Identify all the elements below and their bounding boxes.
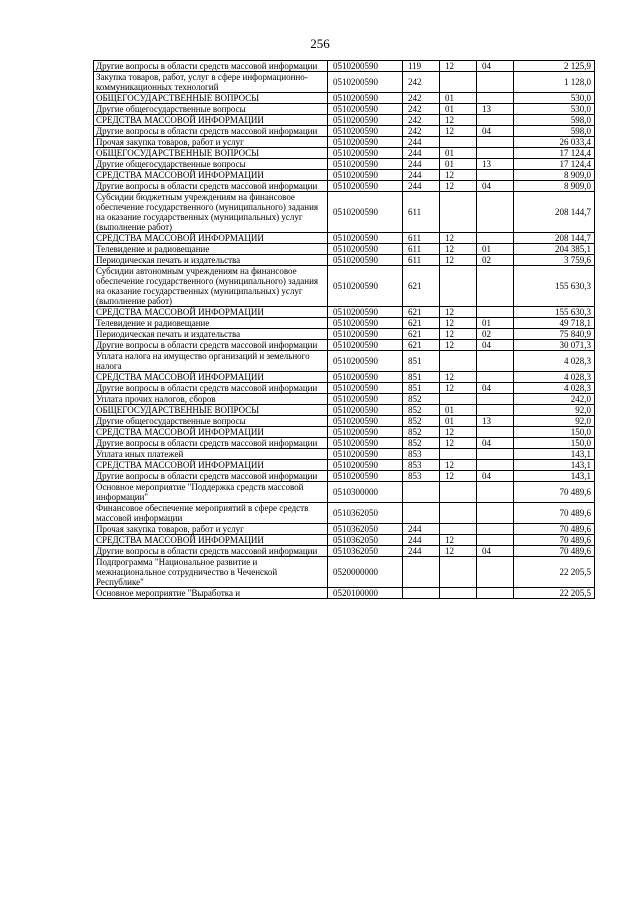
subsection-code: 04	[477, 546, 514, 557]
expense-type-code: 851	[403, 383, 440, 394]
table-row	[94, 104, 595, 115]
expense-type-code: 852	[403, 416, 440, 427]
amount: 70 489,6	[514, 524, 595, 535]
section-code	[440, 482, 477, 503]
row-name: Другие вопросы в области средств массовой информации	[94, 126, 328, 137]
section-code: 12	[440, 372, 477, 383]
row-name: Телевидение и радиовещание	[94, 318, 328, 329]
amount: 204 385,1	[514, 244, 595, 255]
section-code: 12	[440, 61, 477, 72]
section-code	[440, 449, 477, 460]
target-article-code: 0510362050	[328, 503, 403, 524]
row-name: Основное мероприятие "Выработка и	[94, 588, 328, 599]
expense-type-code: 244	[403, 170, 440, 181]
expense-type-code: 852	[403, 394, 440, 405]
subsection-code: 04	[477, 61, 514, 72]
target-article-code: 0510200590	[328, 137, 403, 148]
subsection-code	[477, 588, 514, 599]
amount: 150,0	[514, 438, 595, 449]
amount: 26 033,4	[514, 137, 595, 148]
table-row	[94, 318, 595, 329]
target-article-code: 0510200590	[328, 104, 403, 115]
subsection-code: 02	[477, 255, 514, 266]
expense-type-code	[403, 482, 440, 503]
section-code: 12	[440, 329, 477, 340]
target-article-code: 0510200590	[328, 244, 403, 255]
row-name: Основное мероприятие "Поддержка средств массовой информации"	[94, 482, 328, 503]
subsection-code	[477, 170, 514, 181]
row-name: Периодическая печать и издательства	[94, 255, 328, 266]
expense-type-code: 621	[403, 340, 440, 351]
target-article-code: 0510200590	[328, 416, 403, 427]
section-code	[440, 503, 477, 524]
subsection-code: 13	[477, 104, 514, 115]
target-article-code: 0510362050	[328, 524, 403, 535]
row-name: Уплата налога на имущество организаций и земельного налога	[94, 351, 328, 372]
target-article-code: 0510200590	[328, 181, 403, 192]
target-article-code: 0510200590	[328, 159, 403, 170]
subsection-code: 04	[477, 383, 514, 394]
expense-type-code: 611	[403, 192, 440, 233]
row-name: Финансовое обеспечение мероприятий в сфере средств массовой информации	[94, 503, 328, 524]
row-name: СРЕДСТВА МАССОВОЙ ИНФОРМАЦИИ	[94, 115, 328, 126]
subsection-code: 04	[477, 126, 514, 137]
subsection-code	[477, 427, 514, 438]
subsection-code	[477, 405, 514, 416]
target-article-code: 0510200590	[328, 383, 403, 394]
amount: 75 840,9	[514, 329, 595, 340]
table-row	[94, 340, 595, 351]
section-code	[440, 557, 477, 588]
table-row	[94, 181, 595, 192]
expense-type-code: 119	[403, 61, 440, 72]
section-code: 01	[440, 159, 477, 170]
amount: 143,1	[514, 471, 595, 482]
section-code: 12	[440, 115, 477, 126]
table-row	[94, 416, 595, 427]
amount: 143,1	[514, 460, 595, 471]
subsection-code	[477, 137, 514, 148]
amount: 208 144,7	[514, 192, 595, 233]
expense-type-code: 244	[403, 524, 440, 535]
table-row	[94, 383, 595, 394]
section-code: 12	[440, 340, 477, 351]
expense-type-code: 611	[403, 233, 440, 244]
section-code: 01	[440, 104, 477, 115]
amount: 22 205,5	[514, 557, 595, 588]
row-name: СРЕДСТВА МАССОВОЙ ИНФОРМАЦИИ	[94, 535, 328, 546]
amount: 530,0	[514, 104, 595, 115]
section-code: 01	[440, 148, 477, 159]
row-name: СРЕДСТВА МАССОВОЙ ИНФОРМАЦИИ	[94, 233, 328, 244]
amount: 150,0	[514, 427, 595, 438]
subsection-code	[477, 503, 514, 524]
row-name: Другие вопросы в области средств массовой информации	[94, 546, 328, 557]
expense-type-code: 244	[403, 159, 440, 170]
expense-type-code: 244	[403, 181, 440, 192]
table-row	[94, 482, 595, 503]
target-article-code: 0510300000	[328, 482, 403, 503]
amount: 17 124,4	[514, 148, 595, 159]
row-name: ОБЩЕГОСУДАРСТВЕННЫЕ ВОПРОСЫ	[94, 148, 328, 159]
expense-type-code: 621	[403, 307, 440, 318]
subsection-code: 04	[477, 438, 514, 449]
subsection-code	[477, 482, 514, 503]
amount: 598,0	[514, 126, 595, 137]
amount: 70 489,6	[514, 535, 595, 546]
section-code: 12	[440, 181, 477, 192]
table-row	[94, 255, 595, 266]
subsection-code: 04	[477, 340, 514, 351]
subsection-code	[477, 535, 514, 546]
budget-table	[93, 60, 595, 599]
target-article-code: 0510200590	[328, 307, 403, 318]
row-name: СРЕДСТВА МАССОВОЙ ИНФОРМАЦИИ	[94, 372, 328, 383]
expense-type-code: 244	[403, 148, 440, 159]
expense-type-code	[403, 557, 440, 588]
target-article-code: 0510200590	[328, 318, 403, 329]
subsection-code	[477, 72, 514, 93]
target-article-code: 0510200590	[328, 340, 403, 351]
row-name: Другие вопросы в области средств массовой информации	[94, 181, 328, 192]
target-article-code: 0510362050	[328, 546, 403, 557]
subsection-code	[477, 351, 514, 372]
target-article-code: 0510200590	[328, 427, 403, 438]
amount: 70 489,6	[514, 482, 595, 503]
target-article-code: 0510200590	[328, 266, 403, 307]
row-name: Прочая закупка товаров, работ и услуг	[94, 137, 328, 148]
expense-type-code: 242	[403, 104, 440, 115]
section-code	[440, 394, 477, 405]
row-name: Периодическая печать и издательства	[94, 329, 328, 340]
subsection-code	[477, 372, 514, 383]
amount: 155 630,3	[514, 307, 595, 318]
amount: 4 028,3	[514, 351, 595, 372]
expense-type-code: 852	[403, 438, 440, 449]
table-row	[94, 557, 595, 588]
subsection-code: 04	[477, 471, 514, 482]
section-code: 12	[440, 471, 477, 482]
expense-type-code: 852	[403, 427, 440, 438]
subsection-code: 02	[477, 329, 514, 340]
expense-type-code: 242	[403, 126, 440, 137]
row-name: ОБЩЕГОСУДАРСТВЕННЫЕ ВОПРОСЫ	[94, 405, 328, 416]
section-code: 12	[440, 535, 477, 546]
table-row	[94, 588, 595, 599]
target-article-code: 0510200590	[328, 372, 403, 383]
table-row	[94, 61, 595, 72]
expense-type-code: 242	[403, 93, 440, 104]
amount: 208 144,7	[514, 233, 595, 244]
expense-type-code: 621	[403, 329, 440, 340]
table-row	[94, 244, 595, 255]
table-row	[94, 192, 595, 233]
expense-type-code: 621	[403, 266, 440, 307]
table-row	[94, 438, 595, 449]
expense-type-code: 853	[403, 449, 440, 460]
target-article-code: 0510362050	[328, 535, 403, 546]
expense-type-code	[403, 503, 440, 524]
subsection-code	[477, 460, 514, 471]
section-code: 12	[440, 460, 477, 471]
table-row	[94, 460, 595, 471]
section-code: 12	[440, 383, 477, 394]
target-article-code: 0510200590	[328, 126, 403, 137]
table-row	[94, 524, 595, 535]
target-article-code: 0510200590	[328, 405, 403, 416]
row-name: СРЕДСТВА МАССОВОЙ ИНФОРМАЦИИ	[94, 460, 328, 471]
table-row	[94, 307, 595, 318]
amount: 70 489,6	[514, 503, 595, 524]
table-row	[94, 503, 595, 524]
section-code: 12	[440, 255, 477, 266]
row-name: СРЕДСТВА МАССОВОЙ ИНФОРМАЦИИ	[94, 170, 328, 181]
section-code: 12	[440, 244, 477, 255]
target-article-code: 0510200590	[328, 449, 403, 460]
expense-type-code: 611	[403, 255, 440, 266]
section-code	[440, 524, 477, 535]
subsection-code	[477, 266, 514, 307]
target-article-code: 0510200590	[328, 233, 403, 244]
expense-type-code: 852	[403, 405, 440, 416]
expense-type-code: 853	[403, 460, 440, 471]
section-code: 12	[440, 170, 477, 181]
amount: 530,0	[514, 93, 595, 104]
target-article-code: 0510200590	[328, 72, 403, 93]
subsection-code	[477, 524, 514, 535]
row-name: Субсидии автономным учреждениям на финансовое обеспечение государственного (муниципального) задания на оказание государственных (муниципальных) услуг (выполнение работ)	[94, 266, 328, 307]
subsection-code	[477, 394, 514, 405]
row-name: Другие вопросы в области средств массовой информации	[94, 438, 328, 449]
target-article-code: 0510200590	[328, 93, 403, 104]
page-number: 256	[310, 36, 330, 51]
subsection-code	[477, 233, 514, 244]
expense-type-code: 851	[403, 351, 440, 372]
row-name: ОБЩЕГОСУДАРСТВЕННЫЕ ВОПРОСЫ	[94, 93, 328, 104]
expense-type-code: 244	[403, 546, 440, 557]
amount: 598,0	[514, 115, 595, 126]
amount: 92,0	[514, 416, 595, 427]
expense-type-code: 242	[403, 115, 440, 126]
section-code: 12	[440, 318, 477, 329]
target-article-code: 0510200590	[328, 170, 403, 181]
target-article-code: 0510200590	[328, 351, 403, 372]
expense-type-code: 611	[403, 244, 440, 255]
table-row	[94, 233, 595, 244]
expense-type-code: 621	[403, 318, 440, 329]
row-name: Другие вопросы в области средств массовой информации	[94, 340, 328, 351]
amount: 4 028,3	[514, 372, 595, 383]
subsection-code	[477, 557, 514, 588]
section-code: 01	[440, 416, 477, 427]
amount: 242,0	[514, 394, 595, 405]
subsection-code	[477, 115, 514, 126]
row-name: СРЕДСТВА МАССОВОЙ ИНФОРМАЦИИ	[94, 307, 328, 318]
target-article-code: 0510200590	[328, 61, 403, 72]
table-row	[94, 266, 595, 307]
section-code	[440, 266, 477, 307]
section-code	[440, 351, 477, 372]
section-code: 12	[440, 546, 477, 557]
amount: 3 759,6	[514, 255, 595, 266]
row-name: Другие вопросы в области средств массовой информации	[94, 61, 328, 72]
row-name: Другие общегосударственные вопросы	[94, 159, 328, 170]
amount: 30 071,3	[514, 340, 595, 351]
target-article-code: 0510200590	[328, 394, 403, 405]
table-row	[94, 427, 595, 438]
row-name: Подпрограмма "Национальное развитие и межнациональное сотрудничество в Чеченской Республике"	[94, 557, 328, 588]
subsection-code: 13	[477, 416, 514, 427]
subsection-code	[477, 93, 514, 104]
subsection-code	[477, 449, 514, 460]
table-row	[94, 126, 595, 137]
amount: 4 028,3	[514, 383, 595, 394]
section-code	[440, 137, 477, 148]
subsection-code	[477, 148, 514, 159]
amount: 92,0	[514, 405, 595, 416]
expense-type-code: 244	[403, 137, 440, 148]
row-name: Уплата иных платежей	[94, 449, 328, 460]
table-row	[94, 546, 595, 557]
table-row	[94, 93, 595, 104]
table-row	[94, 405, 595, 416]
section-code: 01	[440, 93, 477, 104]
table-row	[94, 72, 595, 93]
amount: 49 718,1	[514, 318, 595, 329]
target-article-code: 0510200590	[328, 438, 403, 449]
expense-type-code: 244	[403, 535, 440, 546]
target-article-code: 0520000000	[328, 557, 403, 588]
section-code: 12	[440, 126, 477, 137]
subsection-code: 01	[477, 318, 514, 329]
subsection-code	[477, 192, 514, 233]
table-row	[94, 137, 595, 148]
section-code	[440, 72, 477, 93]
row-name: Другие общегосударственные вопросы	[94, 104, 328, 115]
section-code	[440, 588, 477, 599]
row-name: Другие общегосударственные вопросы	[94, 416, 328, 427]
amount: 155 630,3	[514, 266, 595, 307]
target-article-code: 0510200590	[328, 148, 403, 159]
expense-type-code: 242	[403, 72, 440, 93]
table-row	[94, 329, 595, 340]
table-row	[94, 115, 595, 126]
target-article-code: 0510200590	[328, 115, 403, 126]
target-article-code: 0510200590	[328, 460, 403, 471]
table-row	[94, 394, 595, 405]
table-row	[94, 535, 595, 546]
row-name: Телевидение и радиовещание	[94, 244, 328, 255]
amount: 143,1	[514, 449, 595, 460]
amount: 1 128,0	[514, 72, 595, 93]
row-name: Прочая закупка товаров, работ и услуг	[94, 524, 328, 535]
section-code: 12	[440, 307, 477, 318]
subsection-code	[477, 307, 514, 318]
target-article-code: 0510200590	[328, 255, 403, 266]
section-code: 12	[440, 427, 477, 438]
subsection-code: 04	[477, 181, 514, 192]
amount: 2 125,9	[514, 61, 595, 72]
row-name: СРЕДСТВА МАССОВОЙ ИНФОРМАЦИИ	[94, 427, 328, 438]
amount: 8 909,0	[514, 170, 595, 181]
section-code: 01	[440, 405, 477, 416]
section-code	[440, 192, 477, 233]
section-code: 12	[440, 233, 477, 244]
expense-type-code: 853	[403, 471, 440, 482]
amount: 17 124,4	[514, 159, 595, 170]
amount: 22 205,5	[514, 588, 595, 599]
row-name: Закупка товаров, работ, услуг в сфере информационно-коммуникационных технологий	[94, 72, 328, 93]
table-row	[94, 351, 595, 372]
expense-type-code	[403, 588, 440, 599]
target-article-code: 0510200590	[328, 471, 403, 482]
row-name: Субсидии бюджетным учреждениям на финансовое обеспечение государственного (муниципального) задания на оказание государственных (муниципальных) услуг (выполнение работ)	[94, 192, 328, 233]
table-row	[94, 159, 595, 170]
amount: 70 489,6	[514, 546, 595, 557]
target-article-code: 0510200590	[328, 192, 403, 233]
section-code: 12	[440, 438, 477, 449]
table-row	[94, 449, 595, 460]
table-row	[94, 148, 595, 159]
subsection-code: 01	[477, 244, 514, 255]
subsection-code: 13	[477, 159, 514, 170]
row-name: Другие вопросы в области средств массовой информации	[94, 383, 328, 394]
row-name: Другие вопросы в области средств массовой информации	[94, 471, 328, 482]
target-article-code: 0520100000	[328, 588, 403, 599]
target-article-code: 0510200590	[328, 329, 403, 340]
row-name: Уплата прочих налогов, сборов	[94, 394, 328, 405]
table-row	[94, 372, 595, 383]
expense-type-code: 851	[403, 372, 440, 383]
table-row	[94, 471, 595, 482]
amount: 8 909,0	[514, 181, 595, 192]
table-row	[94, 170, 595, 181]
